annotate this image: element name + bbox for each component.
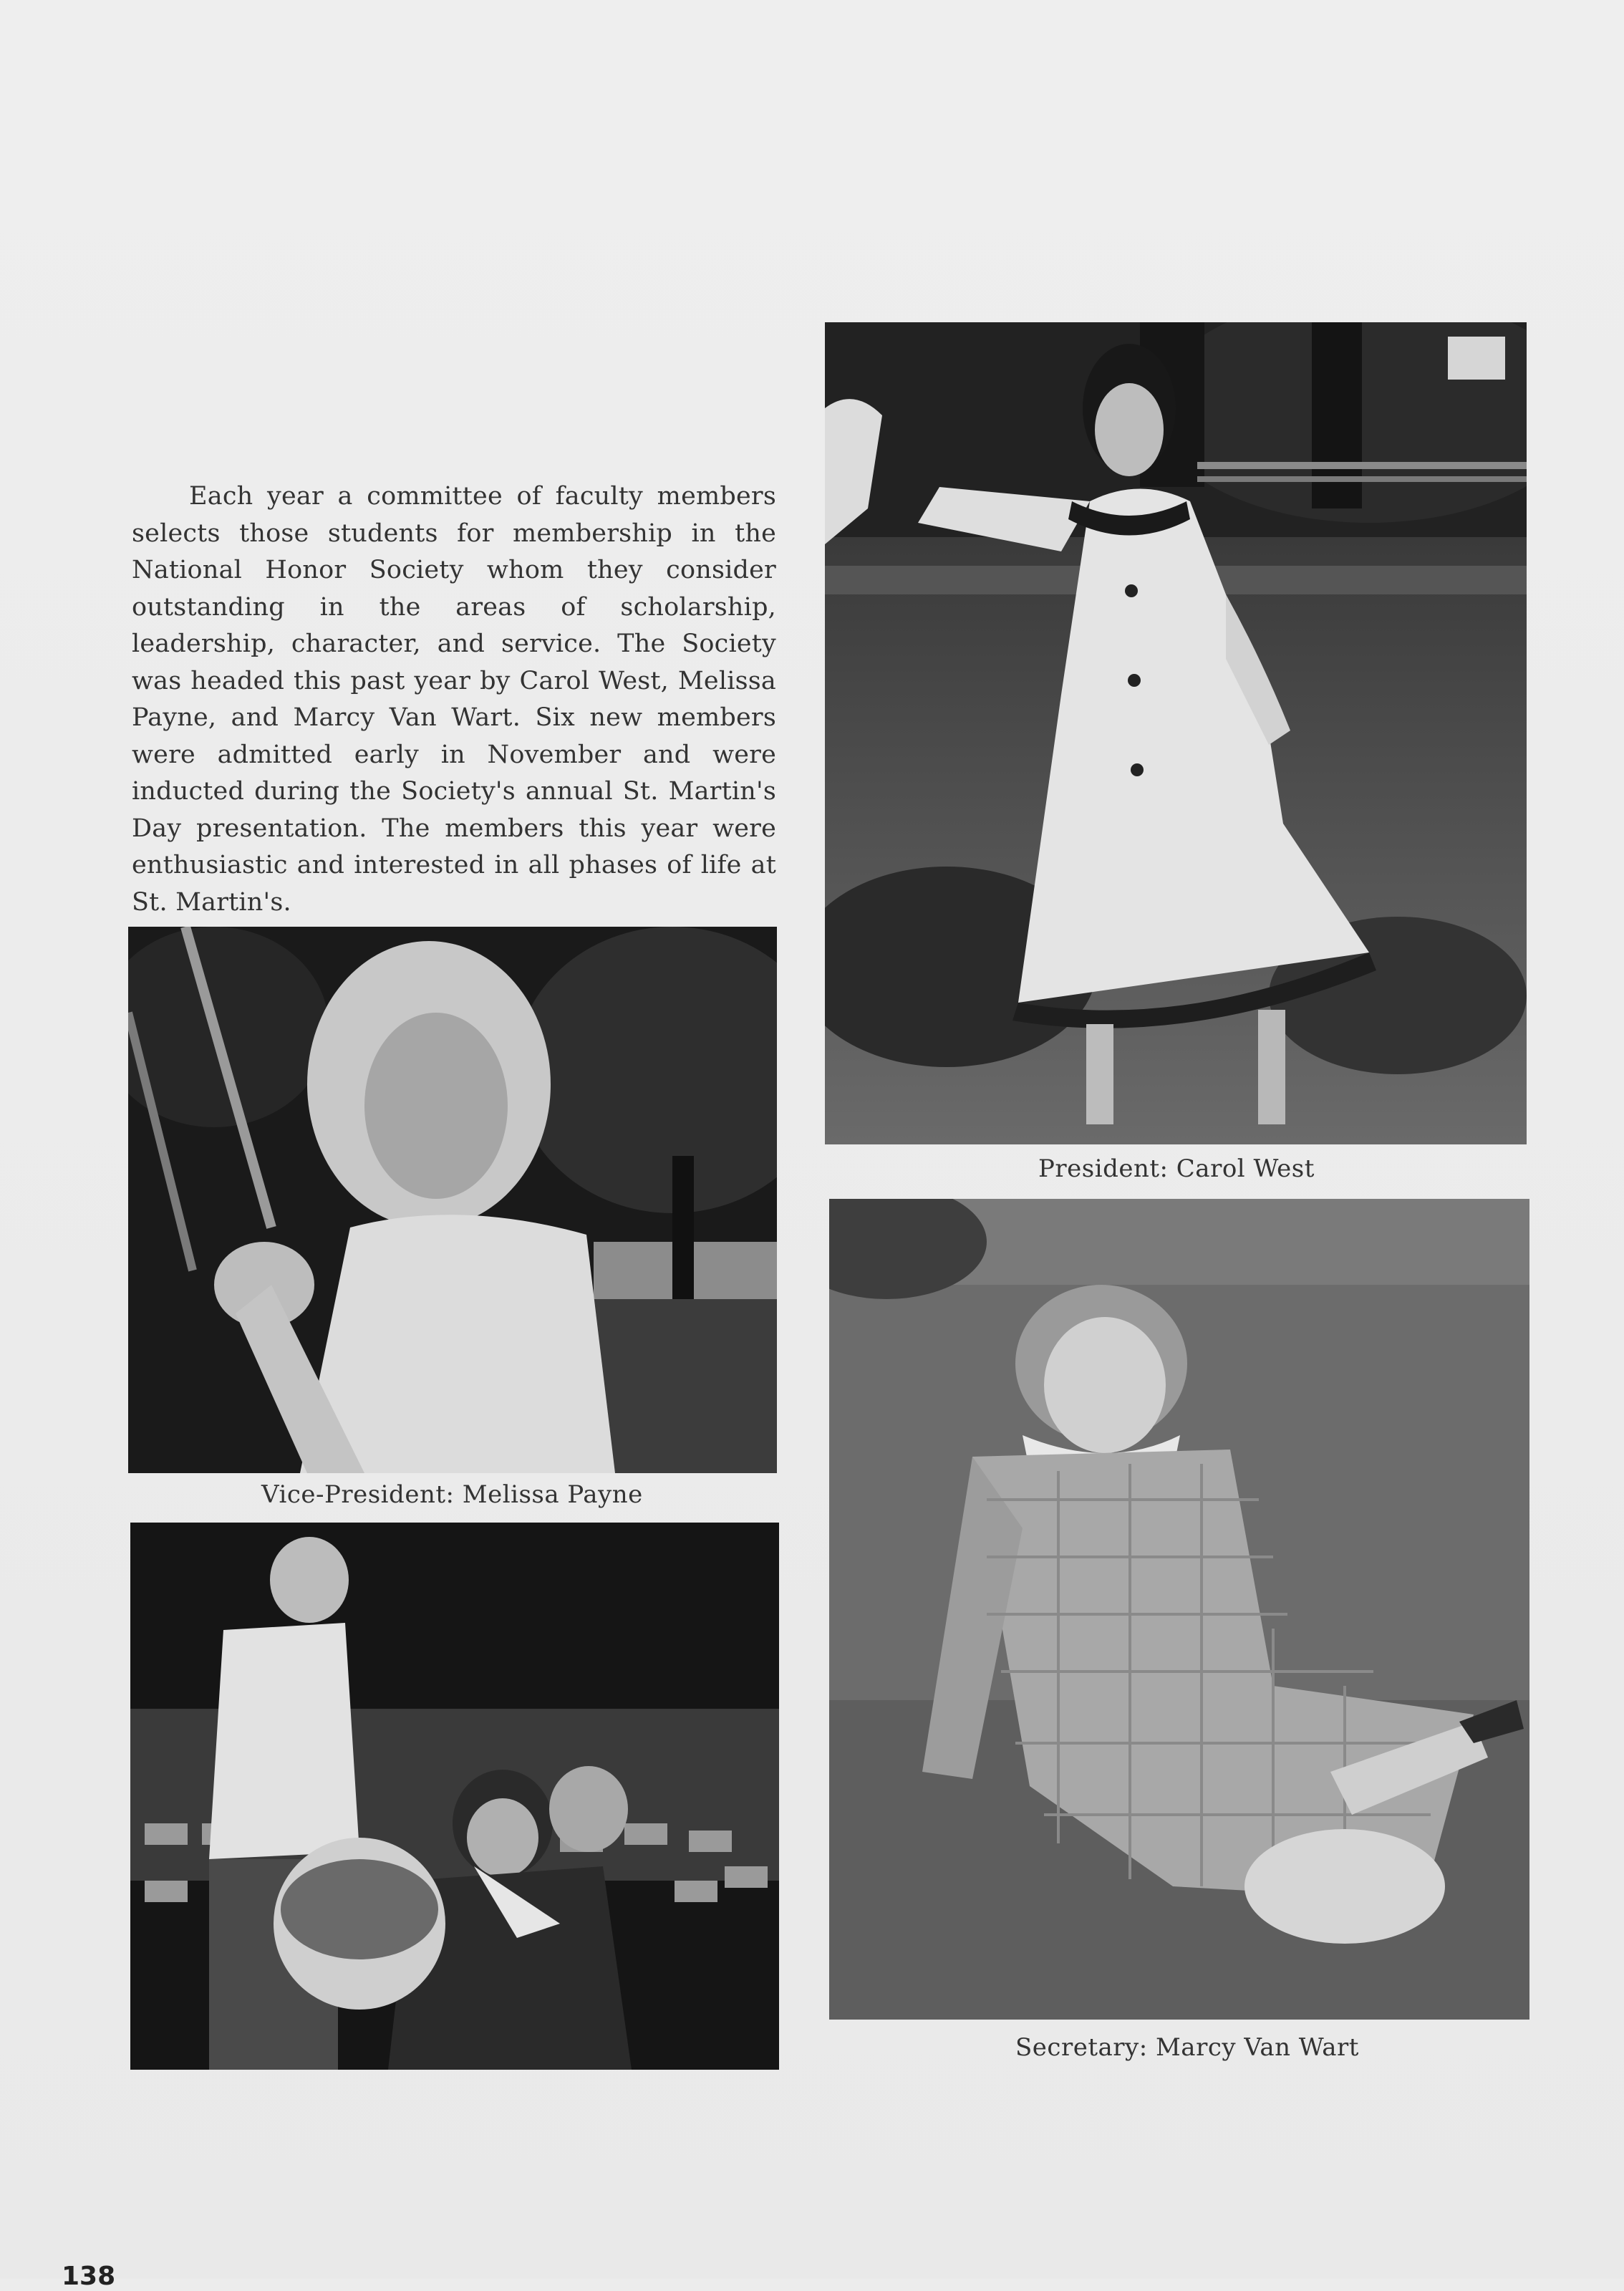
president-photo <box>825 322 1527 1144</box>
secretary-caption: Secretary: Marcy Van Wart <box>1015 2033 1359 2062</box>
vice-president-photo <box>128 927 777 1473</box>
vice-president-caption: Vice-President: Melissa Payne <box>261 1480 643 1509</box>
secretary-photo <box>829 1199 1529 2020</box>
induction-ceremony-photo <box>130 1523 779 2070</box>
page-number: 138 <box>62 2262 116 2291</box>
president-caption: President: Carol West <box>1038 1154 1315 1183</box>
intro-paragraph: Each year a committee of faculty members selects those students for membership in the National Honor Society whom they consider outstanding in the areas of scholarship, leadership, character, and service. The Society was headed this past year by Carol West, Melissa Payne, and Marcy Van Wart. Six new members were admitted early in November and were inducted during the Society's annual St. Martin's Day presentation. The members this year were enthusiastic and interested in all phases of life at St. Martin's. <box>132 482 776 917</box>
